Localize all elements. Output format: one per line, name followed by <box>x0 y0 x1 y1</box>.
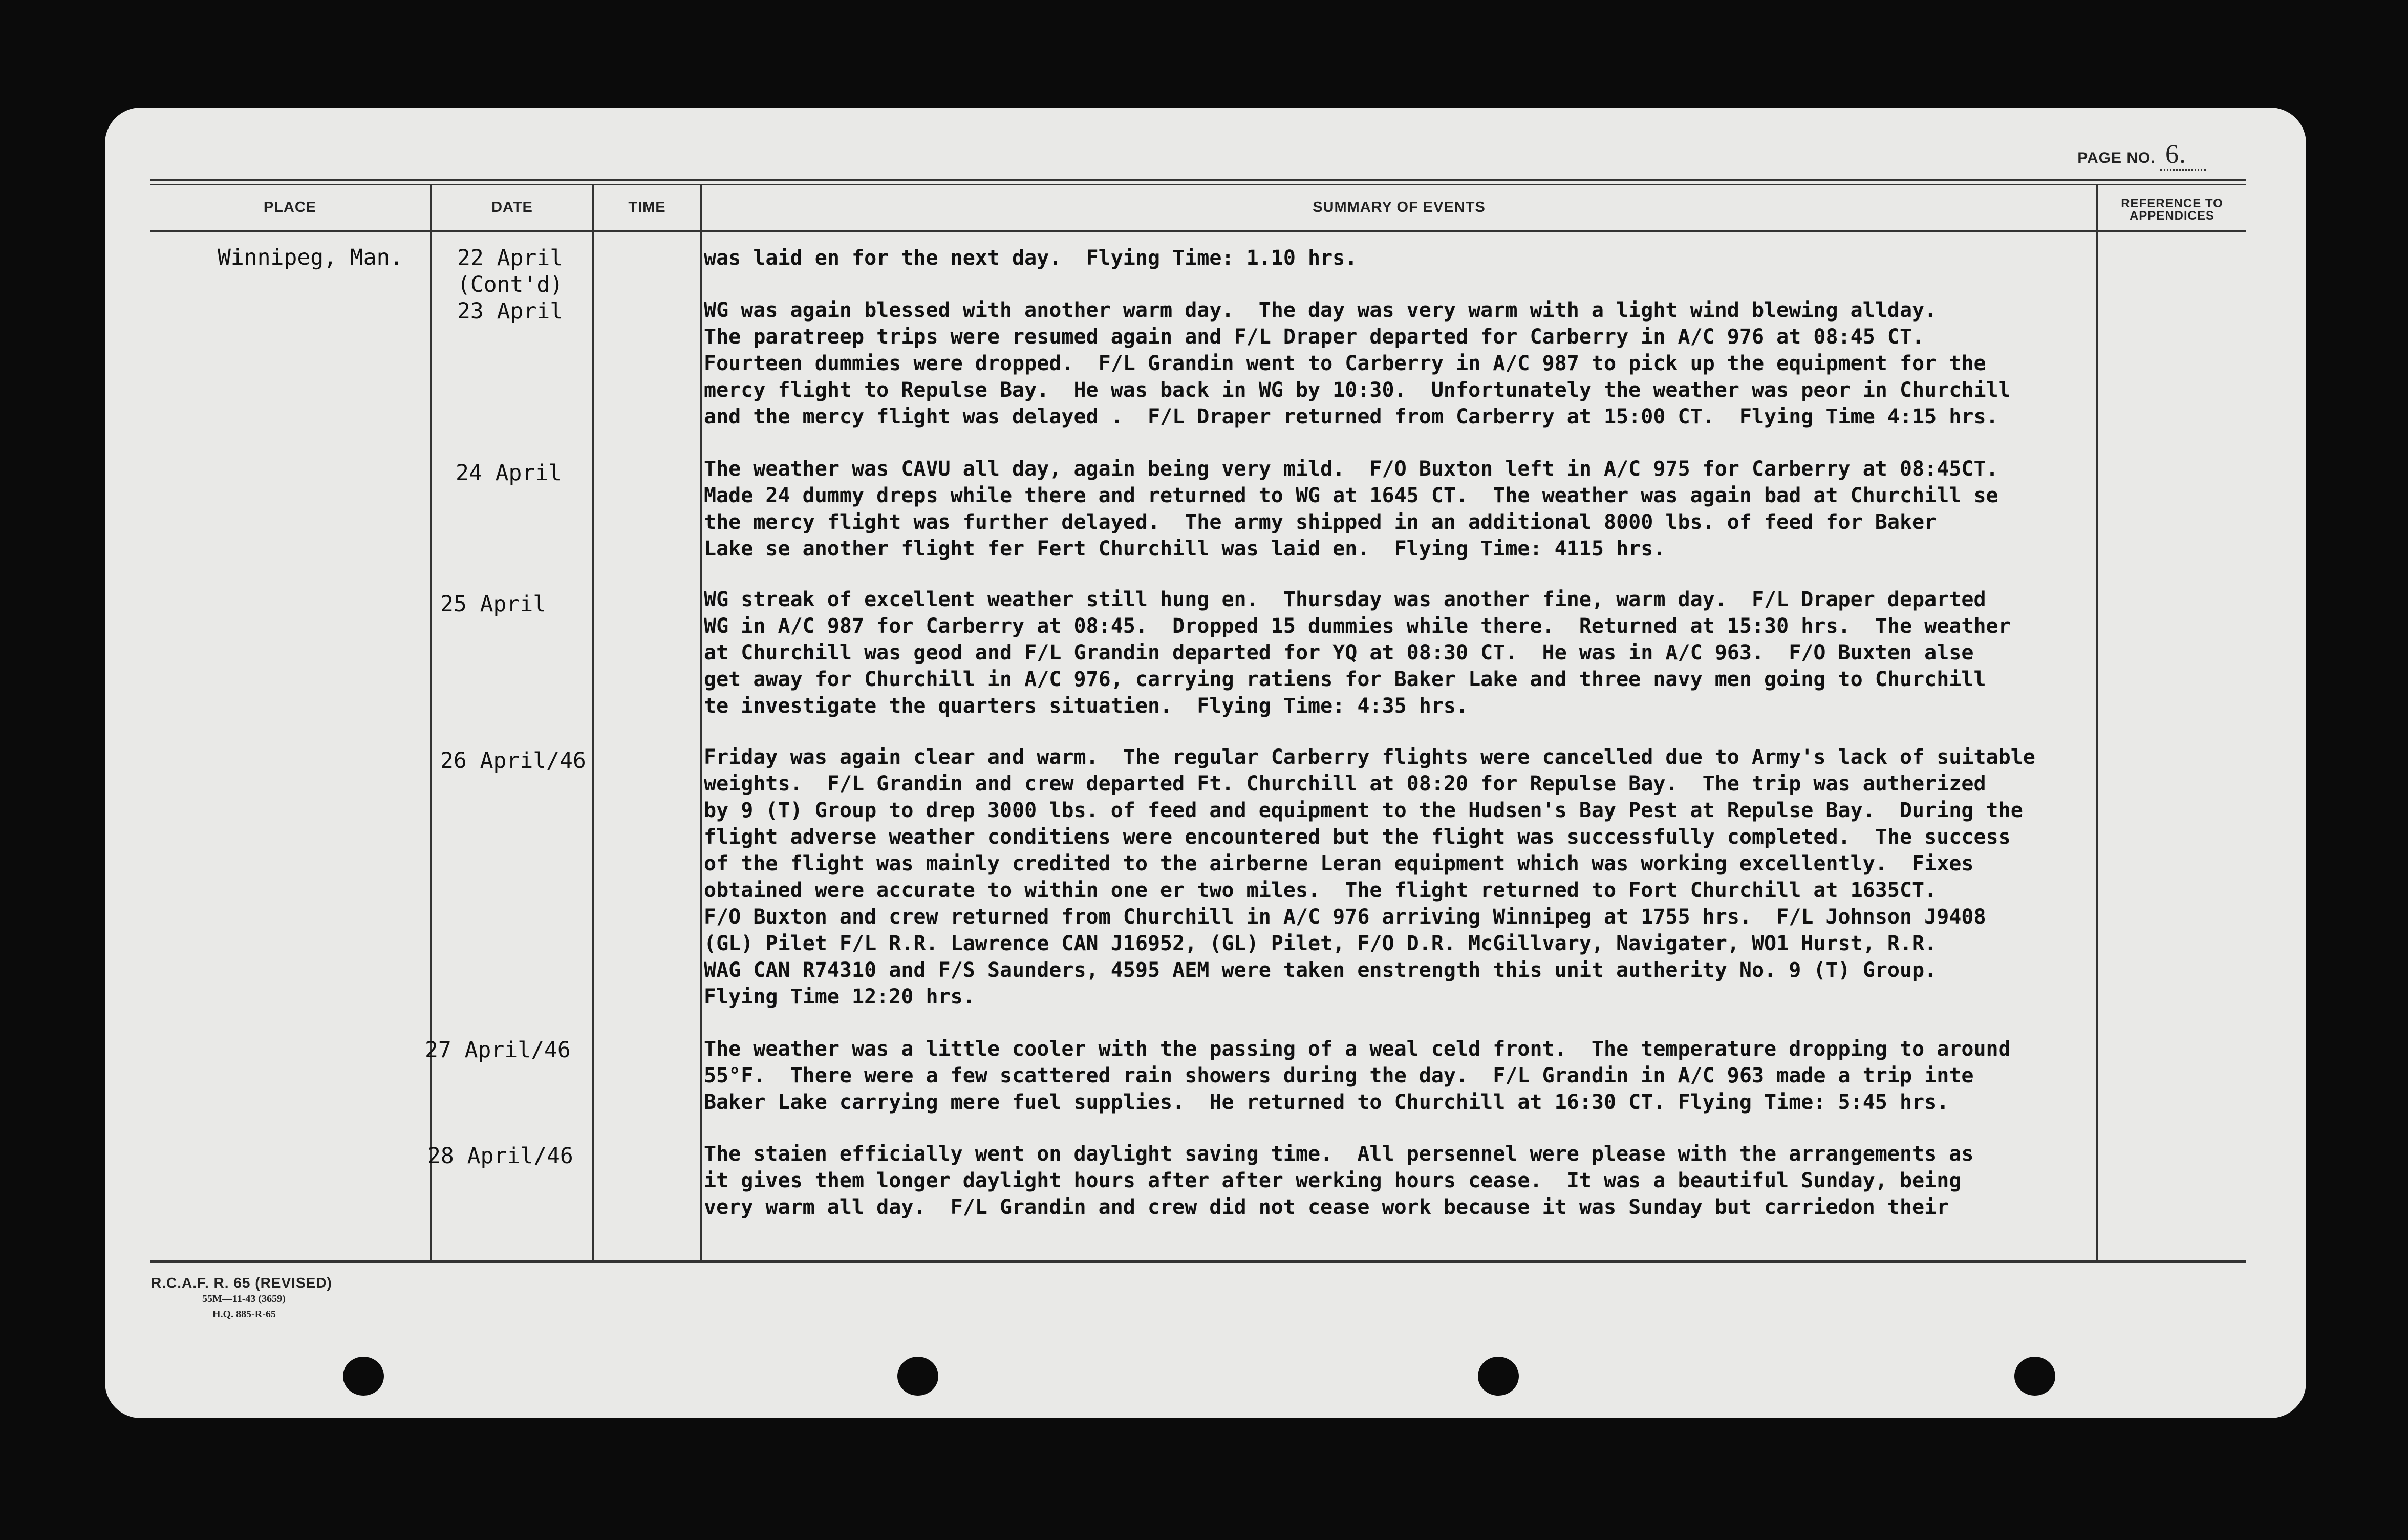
summary-entry-5: Friday was again clear and warm. The regular Carberry flights were cancelled due to Army's lack of suitable weights. F/L Grandin and crew departed Ft. Churchill at 08:20 for Repulse Bay. The trip was autherized by 9 (T) Group to drep 3000 lbs. of feed and equipment to the Hudsen's Bay Pest at Repulse Bay. During the flight adverse weather conditiens were encountered but the flight was successfully completed. The success of the flight was mainly credited to the airberne Leran equipment which was working excellently. Fixes obtained were accurate to within one er two miles. The flight returned to Fort Churchill at 1635CT. F/O Buxton and crew returned from Churchill in A/C 976 arriving Winnipeg at 1755 hrs. F/L Johnson J9408 (GL) Pilet F/L R.R. Lawrence CAN J16952, (GL) Pilet, F/O D.R. McGillvary, Navigater, WO1 Hurst, R.R. WAG CAN R74310 and F/S Saunders, 4595 AEM were taken enstrength this unit autherity No. 9 (T) Group. Flying Time 12:20 hrs. <box>704 745 2035 1009</box>
top-rule-outer <box>150 179 2246 181</box>
bottom-rule <box>150 1260 2246 1263</box>
form-number: R.C.A.F. R. 65 (REVISED) <box>151 1275 332 1291</box>
column-header-reference: REFERENCE TO APPENDICES <box>2121 197 2223 223</box>
summary-entry-2: WG was again blessed with another warm day. The day was very warm with a light wind blewing allday. The paratreep trips were resumed again and F/L Draper departed for Carberry in A/C 976 at 08:45 CT. Fourteen dummies were dropped. F/L Grandin went to Carberry in A/C 987 to pick up the equipment for the mercy flight to Repulse Bay. He was back in WG by 10:30. Unfortunately the weather was peor in Churchill and the mercy flight was delayed . F/L Draper returned from Carberry at 15:00 CT. Flying Time 4:15 hrs. <box>704 298 2011 429</box>
binder-hole-3 <box>1478 1357 1519 1396</box>
page-number-label: PAGE NO. <box>2077 149 2156 166</box>
date-cell-1: 22 April (Cont'd) 23 April <box>457 245 564 324</box>
divider-place-date <box>430 184 432 1260</box>
summary-entry-7: The staien efficially went on daylight saving time. All persennel were please with the arrangements as it gives them longer daylight hours after after werking hours cease. It was a beautiful Sunday, being very warm all day. F/L Grandin and crew did not cease work because it was Sunday but carriedon their <box>704 1142 1974 1219</box>
date-cell-5: 27 April/46 <box>425 1037 571 1063</box>
header-rule <box>150 230 2246 232</box>
top-rule-inner <box>150 184 2246 185</box>
form-print-code: 55M—11-43 (3659) <box>202 1293 286 1304</box>
summary-entry-1: was laid en for the next day. Flying Time: 1.10 hrs. <box>704 246 1358 270</box>
date-cell-3: 25 April <box>440 591 547 617</box>
form-page <box>105 108 2306 1418</box>
date-cell-4: 26 April/46 <box>440 748 586 774</box>
place-cell: Winnipeg, Man. <box>218 245 403 270</box>
form-footer <box>151 1275 332 1322</box>
binder-hole-4 <box>2014 1357 2055 1396</box>
page-number-value: 6. <box>2160 139 2206 171</box>
date-cell-2: 24 April <box>456 460 562 486</box>
page-number <box>2077 139 2206 171</box>
form-hq-code: H.Q. 885-R-65 <box>212 1309 276 1320</box>
column-header-time: TIME <box>628 199 666 216</box>
summary-entry-6: The weather was a little cooler with the passing of a weal celd front. The temperature dropping to around 55°F. There were a few scattered rain showers during the day. F/L Grandin in A/C 963 made a trip inte Baker Lake carrying mere fuel supplies. He returned to Churchill at 16:30 CT. Flying Time: 5:45 hrs. <box>704 1037 2011 1114</box>
column-header-place: PLACE <box>263 199 317 216</box>
divider-time-summary <box>700 184 702 1260</box>
column-header-summary: SUMMARY OF EVENTS <box>1313 199 1486 216</box>
summary-entry-4: WG streak of excellent weather still hung en. Thursday was another fine, warm day. F/L Draper departed WG in A/C 987 for Carberry at 08:45. Dropped 15 dummies while there. Returned at 15:30 hrs. The weather at Churchill was geod and F/L Grandin departed for YQ at 08:30 CT. He was in A/C 963. F/O Buxten alse get away for Churchill in A/C 976, carrying ratiens for Baker Lake and three navy men going to Churchill te investigate the quarters situatien. Flying Time: 4:35 hrs. <box>704 588 2011 718</box>
binder-hole-1 <box>343 1357 384 1396</box>
column-header-date: DATE <box>491 199 533 216</box>
summary-entry-3: The weather was CAVU all day, again being very mild. F/O Buxton left in A/C 975 for Carberry at 08:45CT. Made 24 dummy dreps while there and returned to WG at 1645 CT. The weather was again bad at Churchill se the mercy flight was further delayed. The army shipped in an additional 8000 lbs. of feed for Baker Lake se another flight fer Fert Churchill was laid en. Flying Time: 4115 hrs. <box>704 457 1998 561</box>
date-cell-6: 28 April/46 <box>427 1143 573 1169</box>
binder-hole-2 <box>897 1357 938 1396</box>
divider-date-time <box>592 184 594 1260</box>
